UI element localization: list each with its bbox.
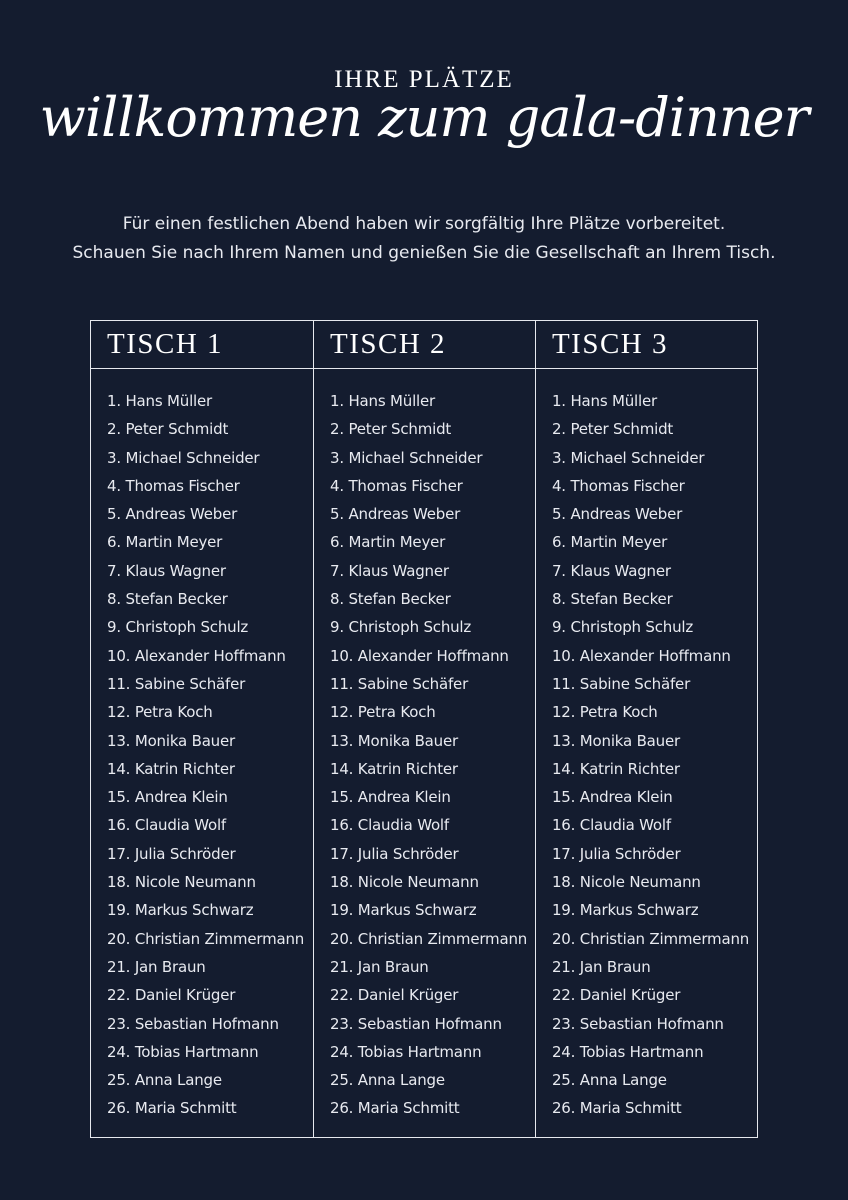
guest-list-item: 17. Julia Schröder <box>329 844 459 863</box>
guest-list-item: 22. Daniel Krüger <box>329 986 459 1005</box>
guest-list-item: 23. Sebastian Hofmann <box>107 1014 279 1033</box>
guest-list-item: 10. Alexander Hoffmann <box>107 646 286 665</box>
guest-list-item: 2. Peter Schmidt <box>107 420 229 439</box>
guest-list-item: 21. Jan Braun <box>551 957 651 976</box>
guest-list-item: 11. Sabine Schäfer <box>551 674 691 693</box>
guest-list-item: 7. Klaus Wagner <box>107 561 226 580</box>
guest-list-item: 18. Nicole Neumann <box>551 873 701 892</box>
guest-list <box>91 369 313 1123</box>
guest-list-item: 3. Michael Schneider <box>329 448 483 467</box>
guest-list-item: 22. Daniel Krüger <box>551 986 681 1005</box>
guest-list-item: 4. Thomas Fischer <box>551 476 685 495</box>
guest-list-item: 26. Maria Schmitt <box>329 1099 460 1118</box>
guest-list-item: 16. Claudia Wolf <box>551 816 671 835</box>
guest-list-item: 24. Tobias Hartmann <box>551 1042 704 1061</box>
guest-list-item: 14. Katrin Richter <box>329 759 458 778</box>
guest-list-item: 3. Michael Schneider <box>551 448 705 467</box>
guest-list-item: 23. Sebastian Hofmann <box>551 1014 724 1033</box>
guest-list-item: 8. Stefan Becker <box>329 590 451 609</box>
guest-list-item: 18. Nicole Neumann <box>329 873 479 892</box>
guest-list-item: 26. Maria Schmitt <box>107 1099 237 1118</box>
guest-list-item: 8. Stefan Becker <box>551 590 673 609</box>
guest-list-item: 6. Martin Meyer <box>329 533 446 552</box>
table-column-1 <box>91 321 313 1137</box>
kicker-heading: IHRE PLÄTZE <box>334 66 514 93</box>
guest-list-item: 8. Stefan Becker <box>107 590 228 609</box>
guest-list-item: 9. Christoph Schulz <box>329 618 472 637</box>
intro-text <box>40 210 808 268</box>
guest-list-item: 13. Monika Bauer <box>107 731 235 750</box>
table-column-2 <box>313 321 535 1137</box>
guest-list-item: 12. Petra Koch <box>107 703 213 722</box>
guest-list-item: 5. Andreas Weber <box>107 505 238 524</box>
guest-list-item: 15. Andrea Klein <box>329 788 451 807</box>
guest-list-item: 1. Hans Müller <box>329 392 436 410</box>
table-column-3 <box>535 321 757 1137</box>
guest-list-item: 26. Maria Schmitt <box>551 1099 682 1118</box>
guest-list-item: 1. Hans Müller <box>551 392 657 410</box>
guest-list-item: 4. Thomas Fischer <box>329 476 463 495</box>
guest-list-item: 10. Alexander Hoffmann <box>551 646 731 665</box>
guest-list-item: 21. Jan Braun <box>107 957 206 976</box>
guest-list-item: 6. Martin Meyer <box>551 533 668 552</box>
guest-list-item: 11. Sabine Schäfer <box>329 674 469 693</box>
guest-list-item: 9. Christoph Schulz <box>107 618 249 637</box>
guest-list-item: 7. Klaus Wagner <box>329 561 449 580</box>
intro-line-2: Schauen Sie nach Ihrem Namen und genießen Sie die Gesellschaft an Ihrem Tisch. <box>72 243 776 263</box>
guest-list-item: 21. Jan Braun <box>329 957 429 976</box>
guest-list-item: 12. Petra Koch <box>329 703 436 722</box>
guest-list-item: 2. Peter Schmidt <box>551 420 674 439</box>
intro-line-1: Für einen festlichen Abend haben wir sorgfältig Ihre Plätze vorbereitet. <box>122 214 726 234</box>
guest-list-item: 23. Sebastian Hofmann <box>329 1014 502 1033</box>
guest-list-item: 25. Anna Lange <box>107 1071 222 1090</box>
guest-list-item: 13. Monika Bauer <box>551 731 680 750</box>
guest-list-item: 25. Anna Lange <box>551 1071 667 1090</box>
guest-list-item: 3. Michael Schneider <box>107 448 260 467</box>
guest-list-item: 16. Claudia Wolf <box>107 816 226 835</box>
guest-list-item: 20. Christian Zimmermann <box>329 929 528 948</box>
table-heading: TISCH 3 <box>536 321 757 369</box>
guest-list-item: 5. Andreas Weber <box>329 505 461 524</box>
page-title: willkommen zum gala-dinner <box>39 86 809 149</box>
guest-list-item: 24. Tobias Hartmann <box>107 1042 259 1061</box>
guest-list-item: 6. Martin Meyer <box>107 533 223 552</box>
table-heading: TISCH 2 <box>314 321 535 369</box>
table-heading: TISCH 1 <box>91 321 313 369</box>
guest-list-item: 10. Alexander Hoffmann <box>329 646 509 665</box>
guest-list-item: 19. Markus Schwarz <box>107 901 254 920</box>
guest-list-item: 19. Markus Schwarz <box>551 901 699 920</box>
guest-list-item: 20. Christian Zimmermann <box>107 929 305 948</box>
guest-list-item: 15. Andrea Klein <box>107 788 228 807</box>
guest-list-item: 13. Monika Bauer <box>329 731 458 750</box>
guest-list-item: 15. Andrea Klein <box>551 788 673 807</box>
seating-table-grid <box>90 320 758 1138</box>
guest-list-item: 20. Christian Zimmermann <box>551 929 750 948</box>
guest-list-item: 25. Anna Lange <box>329 1071 445 1090</box>
guest-list-item: 17. Julia Schröder <box>107 844 236 863</box>
guest-list-item: 11. Sabine Schäfer <box>107 674 246 693</box>
guest-list-item: 5. Andreas Weber <box>551 505 683 524</box>
guest-list-item: 2. Peter Schmidt <box>329 420 452 439</box>
guest-list-item: 22. Daniel Krüger <box>107 986 236 1005</box>
guest-list <box>314 369 535 1123</box>
guest-list <box>536 369 757 1123</box>
guest-list-item: 9. Christoph Schulz <box>551 618 694 637</box>
guest-list-item: 17. Julia Schröder <box>551 844 681 863</box>
guest-list-item: 24. Tobias Hartmann <box>329 1042 482 1061</box>
guest-list-item: 14. Katrin Richter <box>551 759 680 778</box>
guest-list-item: 7. Klaus Wagner <box>551 561 671 580</box>
guest-list-item: 12. Petra Koch <box>551 703 658 722</box>
guest-list-item: 4. Thomas Fischer <box>107 476 240 495</box>
guest-list-item: 18. Nicole Neumann <box>107 873 256 892</box>
guest-list-item: 1. Hans Müller <box>107 392 213 410</box>
guest-list-item: 14. Katrin Richter <box>107 759 235 778</box>
guest-list-item: 16. Claudia Wolf <box>329 816 449 835</box>
guest-list-item: 19. Markus Schwarz <box>329 901 477 920</box>
